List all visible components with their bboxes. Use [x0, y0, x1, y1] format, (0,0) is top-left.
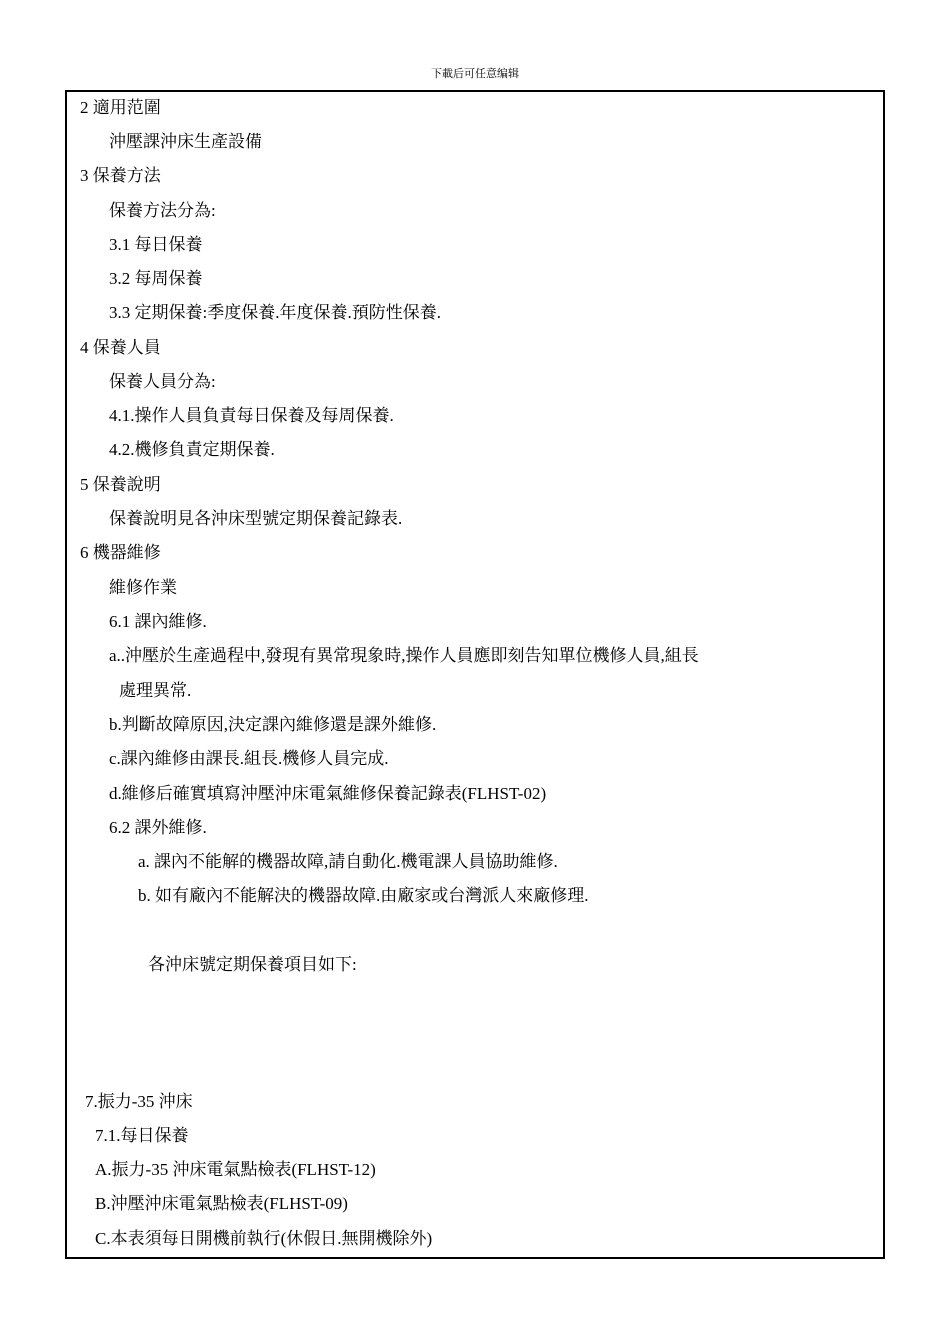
- section-6-1: 6.1 課內維修.: [109, 612, 207, 631]
- section-6-1-item-a-cont: 處理異常.: [119, 681, 192, 700]
- section-3-2: 3.2 每周保養: [109, 269, 203, 288]
- section-4-2: 4.2.機修負責定期保養.: [109, 440, 275, 459]
- section-2-text: 沖壓課沖床生產設備: [109, 132, 262, 151]
- section-7-1-item-b: B.沖壓沖床電氣點檢表(FLHST-09): [95, 1194, 348, 1213]
- section-6-1-item-b: b.判斷故障原因,決定課內維修還是課外維修.: [109, 715, 437, 734]
- section-4-1: 4.1.操作人員負責每日保養及每周保養.: [109, 406, 394, 425]
- header-note: 下載后可任意编辑: [431, 68, 519, 80]
- section-6-2-item-b: b. 如有廠內不能解決的機器故障.由廠家或台灣派人來廠修理.: [138, 886, 589, 905]
- section-6-subheading: 維修作業: [109, 578, 177, 597]
- section-3-heading: 3 保養方法: [80, 166, 161, 185]
- document-frame: [65, 90, 885, 1259]
- section-4-heading: 4 保養人員: [80, 338, 161, 357]
- section-6-1-item-d: d.維修后確實填寫沖壓沖床電氣維修保養記錄表(FLHST-02): [109, 784, 547, 803]
- section-6-2: 6.2 課外維修.: [109, 818, 207, 837]
- section-3-3: 3.3 定期保養:季度保養.年度保養.預防性保養.: [109, 303, 441, 322]
- section-3-intro: 保養方法分為:: [109, 201, 216, 220]
- section-5-heading: 5 保養說明: [80, 475, 161, 494]
- section-7-1: 7.1.每日保養: [95, 1126, 189, 1145]
- section-3-1: 3.1 每日保養: [109, 235, 203, 254]
- section-2-heading: 2 適用范圍: [80, 98, 161, 117]
- section-6-1-item-c: c.課內維修由課長.組長.機修人員完成.: [109, 749, 389, 768]
- section-7-1-item-a: A.振力-35 沖床電氣點檢表(FLHST-12): [95, 1160, 376, 1179]
- section-7-1-item-c: C.本表須每日開機前執行(休假日.無開機除外): [95, 1229, 433, 1248]
- section-7-heading: 7.振力-35 沖床: [85, 1092, 193, 1111]
- section-6-2-item-a: a. 課內不能解的機器故障,請自動化.機電課人員協助維修.: [138, 852, 558, 871]
- section-5-text: 保養說明見各沖床型號定期保養記錄表.: [109, 509, 403, 528]
- maintenance-items-intro: 各沖床號定期保養項目如下:: [148, 955, 357, 974]
- section-6-heading: 6 機器維修: [80, 543, 161, 562]
- section-4-intro: 保養人員分為:: [109, 372, 216, 391]
- section-6-1-item-a: a..沖壓於生產過程中,發現有異常現象時,操作人員應即刻告知單位機修人員,組長: [109, 646, 699, 665]
